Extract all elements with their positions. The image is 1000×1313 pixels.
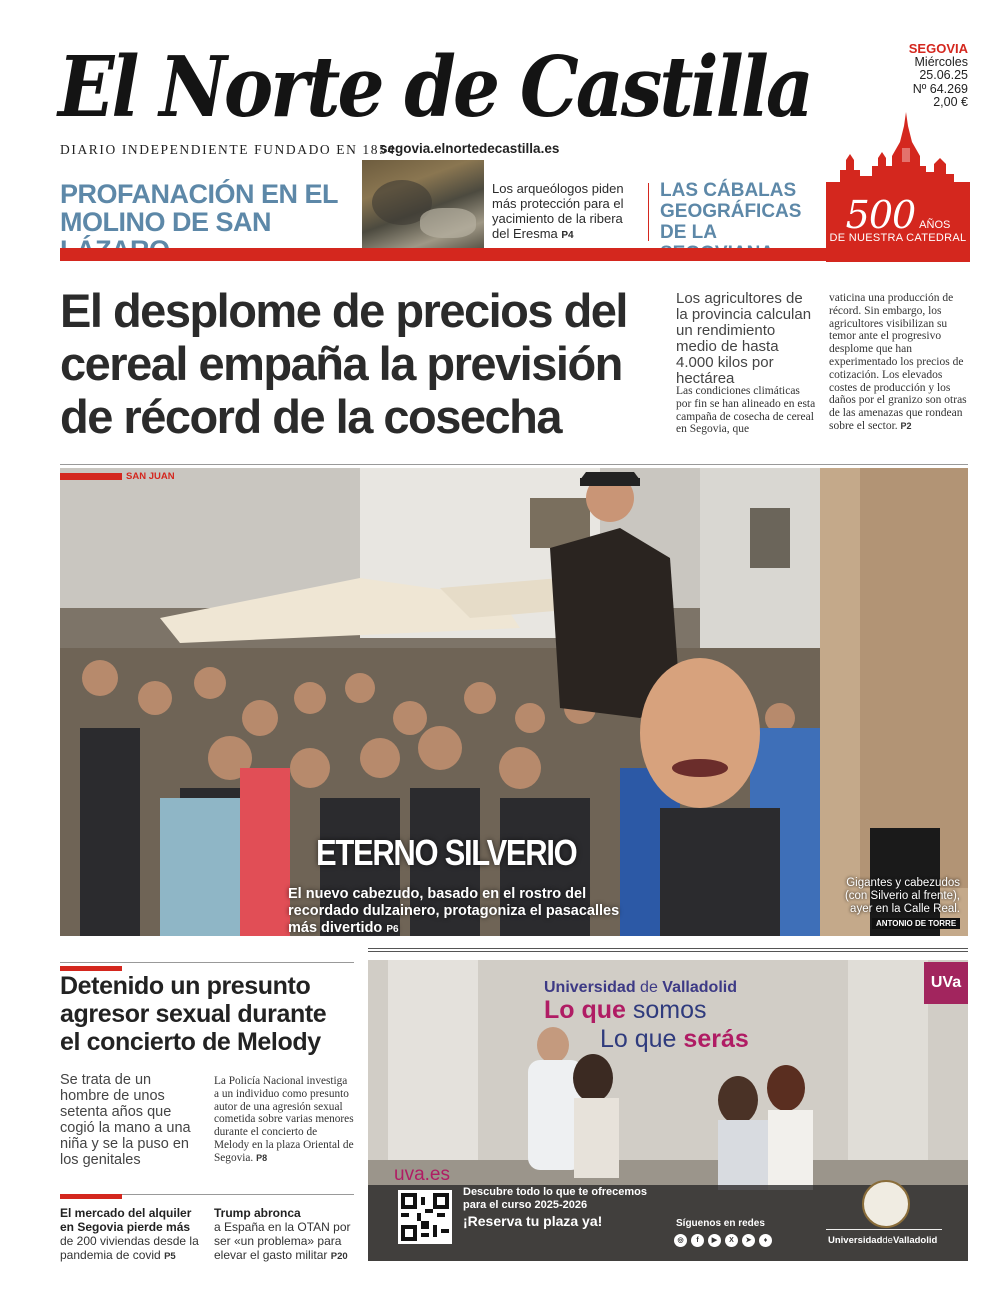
- brief-trump-text: a España en la OTAN por ser «un problema» para elevar el gasto militar: [214, 1220, 351, 1262]
- teaser-divider: [648, 183, 649, 241]
- lead-summary: Los agricultores de la provincia calculan un rendimiento medio de hasta 4.000 kilos por hectárea: [676, 290, 812, 387]
- photo-story-title[interactable]: ETERNO SILVERIO: [316, 832, 577, 873]
- second-page-ref: P8: [256, 1152, 268, 1163]
- second-body-text: La Policía Nacional investiga a un individuo como presunto autor de una agresión sexual cometida sobre varias menores durante el concierto de Melody en la plaza Oriental de Segovia.: [214, 1075, 354, 1164]
- edition-weekday: Miércoles: [914, 54, 968, 69]
- ad-brand-b: de: [640, 979, 658, 996]
- qr-code-icon[interactable]: [398, 1190, 452, 1244]
- lower-rule: [60, 962, 354, 963]
- edition-issue: Nº 64.269: [912, 81, 968, 96]
- lower-flag: [60, 966, 122, 971]
- red-divider-bar: [60, 248, 968, 261]
- brief-alquiler[interactable]: [60, 1206, 200, 1264]
- brief-trump-title: Trump abronca: [214, 1206, 301, 1220]
- teaser-arqueologos-text: Los arqueólogos piden más protección para el yacimiento de la ribera del Eresma: [492, 181, 624, 241]
- youtube-icon[interactable]: ▶: [708, 1234, 721, 1247]
- masthead-tagline: DIARIO INDEPENDIENTE FUNDADO EN 1854: [60, 142, 396, 157]
- lead-body-column-2: [829, 292, 969, 433]
- edition-info: [858, 42, 968, 110]
- cathedral-number: 500: [845, 193, 916, 237]
- ad-brand-name: [544, 979, 737, 997]
- teaser-arqueologos[interactable]: [492, 181, 642, 243]
- x-icon[interactable]: X: [725, 1234, 738, 1247]
- ad-brand-c: Valladolid: [662, 979, 737, 996]
- lead-body-column-1: Las condiciones climáticas por fin se han alineado en esta campaña de cosecha de cereal en Segovia, que: [676, 385, 816, 436]
- brief-trump[interactable]: [214, 1206, 354, 1264]
- second-body: [214, 1075, 354, 1165]
- lead-headline[interactable]: El desplome de precios del cereal empaña la previsión de récord de la cosecha: [60, 284, 627, 443]
- lead-body-text: vaticina una producción de récord. Sin embargo, los agricultores visibilizan su temor ante el progresivo desplome que han experimentado los precios de cotización. Los elevados costes de producción y los daños por el granizo son otras de las amenazas que rondean sobre el sector.: [829, 292, 967, 432]
- ad-slogan2-b: serás: [683, 1025, 749, 1053]
- ad-brand-a: Universidad: [544, 979, 636, 996]
- ad-footer-brand: [828, 1235, 937, 1246]
- ad-slogan1-a: Lo que: [544, 996, 626, 1024]
- lead-page-ref: P2: [900, 420, 912, 431]
- edition-price: 2,00 €: [933, 95, 968, 109]
- ad-slogan-line-1: [544, 996, 707, 1025]
- ad-cta[interactable]: [463, 1186, 663, 1230]
- cathedral-subtitle: DE NUESTRA CATEDRAL: [829, 232, 967, 244]
- masthead-title[interactable]: El Norte de Castilla: [58, 39, 811, 137]
- ad-top-rule: [368, 948, 968, 952]
- brief-alquiler-page: P5: [164, 1251, 176, 1262]
- section-label-san-juan[interactable]: SAN JUAN: [126, 471, 175, 482]
- brief-alquiler-title: El mercado del alquiler en Segovia pierde más: [60, 1206, 192, 1234]
- ad-follow-label: Síguenos en redes: [676, 1218, 765, 1229]
- instagram-icon[interactable]: ◎: [674, 1234, 687, 1247]
- teaser-photo[interactable]: [362, 160, 484, 248]
- ad-social-icons: [674, 1234, 772, 1247]
- ad-url-link[interactable]: uva.es: [394, 1164, 450, 1185]
- qr-code-pattern: [401, 1193, 449, 1241]
- teaser-photo-highlight: [420, 208, 476, 238]
- ad-cta-text: Descubre todo lo que te ofrecemos para el curso 2025-2026: [463, 1186, 647, 1211]
- section-flag: [60, 473, 122, 480]
- teaser-profanacion-headline[interactable]: PROFANACIÓN EN EL MOLINO DE SAN: [60, 179, 338, 237]
- ad-footer-rule: [826, 1229, 942, 1230]
- briefs-flag: [60, 1194, 122, 1199]
- photo-caption: Gigantes y cabezudos (con Silverio al frente), ayer en la Calle Real.: [844, 877, 960, 915]
- university-seal-icon: [862, 1180, 910, 1228]
- ad-slogan-line-2: [600, 1025, 749, 1054]
- ad-cta-reserve: ¡Reserva tu plaza ya!: [463, 1213, 603, 1229]
- ad-footer-b: de: [882, 1235, 893, 1246]
- cathedral-anos: AÑOS: [919, 219, 951, 231]
- photo-story-dek: [288, 886, 648, 938]
- telegram-icon[interactable]: ➤: [742, 1234, 755, 1247]
- ad-slogan2-a: Lo que: [600, 1025, 677, 1053]
- teaser-arqueologos-page: P4: [561, 230, 574, 241]
- photo-story-dek-text: El nuevo cabezudo, basado en el rostro del recordado dulzainero, protagoniza el pasacalles más divertido: [288, 886, 620, 936]
- second-headline[interactable]: Detenido un presunto agresor sexual durante el concierto de Melody: [60, 972, 327, 1056]
- ad-slogan1-b: somos: [632, 996, 707, 1024]
- second-summary: Se trata de un hombre de unos setenta años que cogió la mano a una niña y se la puso en los genitales: [60, 1072, 191, 1168]
- edition-date: 25.06.25: [919, 68, 968, 82]
- brief-alquiler-text: de 200 viviendas desde la pandemia de covid: [60, 1234, 199, 1262]
- ad-footer-a: Universidad: [828, 1235, 883, 1246]
- uva-logo-badge: UVa: [924, 962, 968, 1004]
- facebook-icon[interactable]: f: [691, 1234, 704, 1247]
- site-url-link[interactable]: segovia.elnortedecastilla.es: [380, 141, 560, 156]
- ad-footer-c: Valladolid: [892, 1235, 938, 1246]
- brief-trump-page: P20: [330, 1251, 348, 1262]
- twitter-bird-icon[interactable]: ♦: [759, 1234, 772, 1247]
- photo-credit: ANTONIO DE TORRE: [872, 918, 960, 929]
- edition-name: SEGOVIA: [908, 41, 968, 56]
- section-rule: [60, 464, 968, 465]
- teaser-cabalas-headline: LAS CÁBALAS GEOGRÁFICAS DE LA: [660, 180, 802, 243]
- photo-story-page: P6: [386, 924, 399, 935]
- cathedral-anniversary[interactable]: [826, 193, 970, 256]
